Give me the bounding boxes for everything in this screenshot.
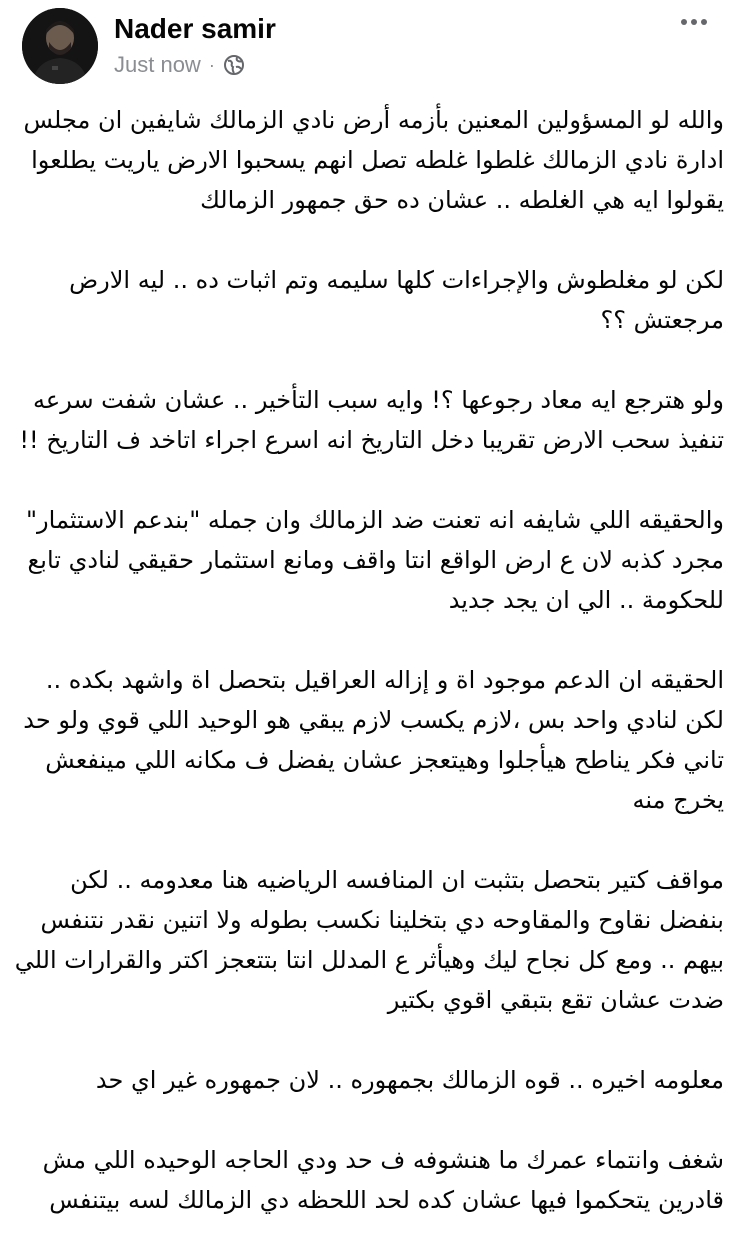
- post-text: [12, 100, 724, 1260]
- post-paragraph-1: والله لو المسؤولين المعنين بأزمه أرض نادي الزمالك شايفين ان مجلس ادارة نادي الزمالك غلطوا غلطه تصل انهم يسحبوا الارض ياريت يطلعوا يقولوا ايه هي الغلطه .. عشان ده حق جمهور الزمالك: [23, 106, 724, 214]
- post-paragraph-6: مواقف كتير بتحصل بتثبت ان المنافسه الرياضيه هنا معدومه .. لكن بنفضل نقاوح والمقاوحه دي بتخلينا نكسب بطوله ولا اتنين نقدر نتنفس بيهم .. ومع كل نجاح ليك وهيأثر ع المدلل انتا بتتعجز اكتر والقرارات اللي ضدت عشان تقع بتبقي اقوي بكتير: [14, 866, 724, 1014]
- post-meta: [114, 50, 245, 80]
- post-paragraph-8: شغف وانتماء عمرك ما هنشوفه ف حد ودي الحاجه الوحيده اللي مش قادرين يتحكموا فيها عشان كده لحد اللحظه دي الزمالك لسه بيتنفس: [42, 1146, 724, 1214]
- meta-separator: ·: [208, 54, 215, 75]
- post-paragraph-4: والحقيقه اللي شايفه انه تعنت ضد الزمالك وان جمله "بندعم الاستثمار" مجرد كذبه لان ع ارض الواقع انتا واقف ومانع استثمار حقيقي لنادي تابع للحكومة .. الي ان يجد جديد: [26, 506, 724, 614]
- avatar[interactable]: [22, 8, 98, 84]
- globe-icon[interactable]: [223, 54, 245, 76]
- post-timestamp[interactable]: Just now: [114, 52, 201, 77]
- avatar-image: [22, 8, 98, 84]
- post-paragraph-2: لكن لو مغلطوش والإجراءات كلها سليمه وتم اثبات ده .. ليه الارض مرجعتش ؟؟: [69, 266, 724, 334]
- post-paragraph-7: معلومه اخيره .. قوه الزمالك بجمهوره .. لان جمهوره غير اي حد: [95, 1066, 724, 1094]
- post-paragraph-5: الحقيقه ان الدعم موجود اة و إزاله العراقيل بتحصل اة واشهد بكده .. لكن لنادي واحد بس ،لازم يكسب لازم يبقي هو الوحيد اللي قوي ولو حد تاني فكر يناطح هيأجلوا وهيتعجز عشان يفضل ف مكانه اللي مينفعش يخرج منه: [23, 666, 724, 814]
- post-paragraph-3: ولو هترجع ايه معاد رجوعها ؟! وايه سبب التأخير .. عشان شفت سرعه تنفيذ سحب الارض تقريبا دخل التاريخ انه اسرع اجراء اتاخد ف التاريخ !!: [19, 386, 724, 454]
- post-header: [0, 0, 733, 95]
- more-options-icon[interactable]: [681, 16, 707, 28]
- author-name[interactable]: Nader samir: [114, 13, 276, 44]
